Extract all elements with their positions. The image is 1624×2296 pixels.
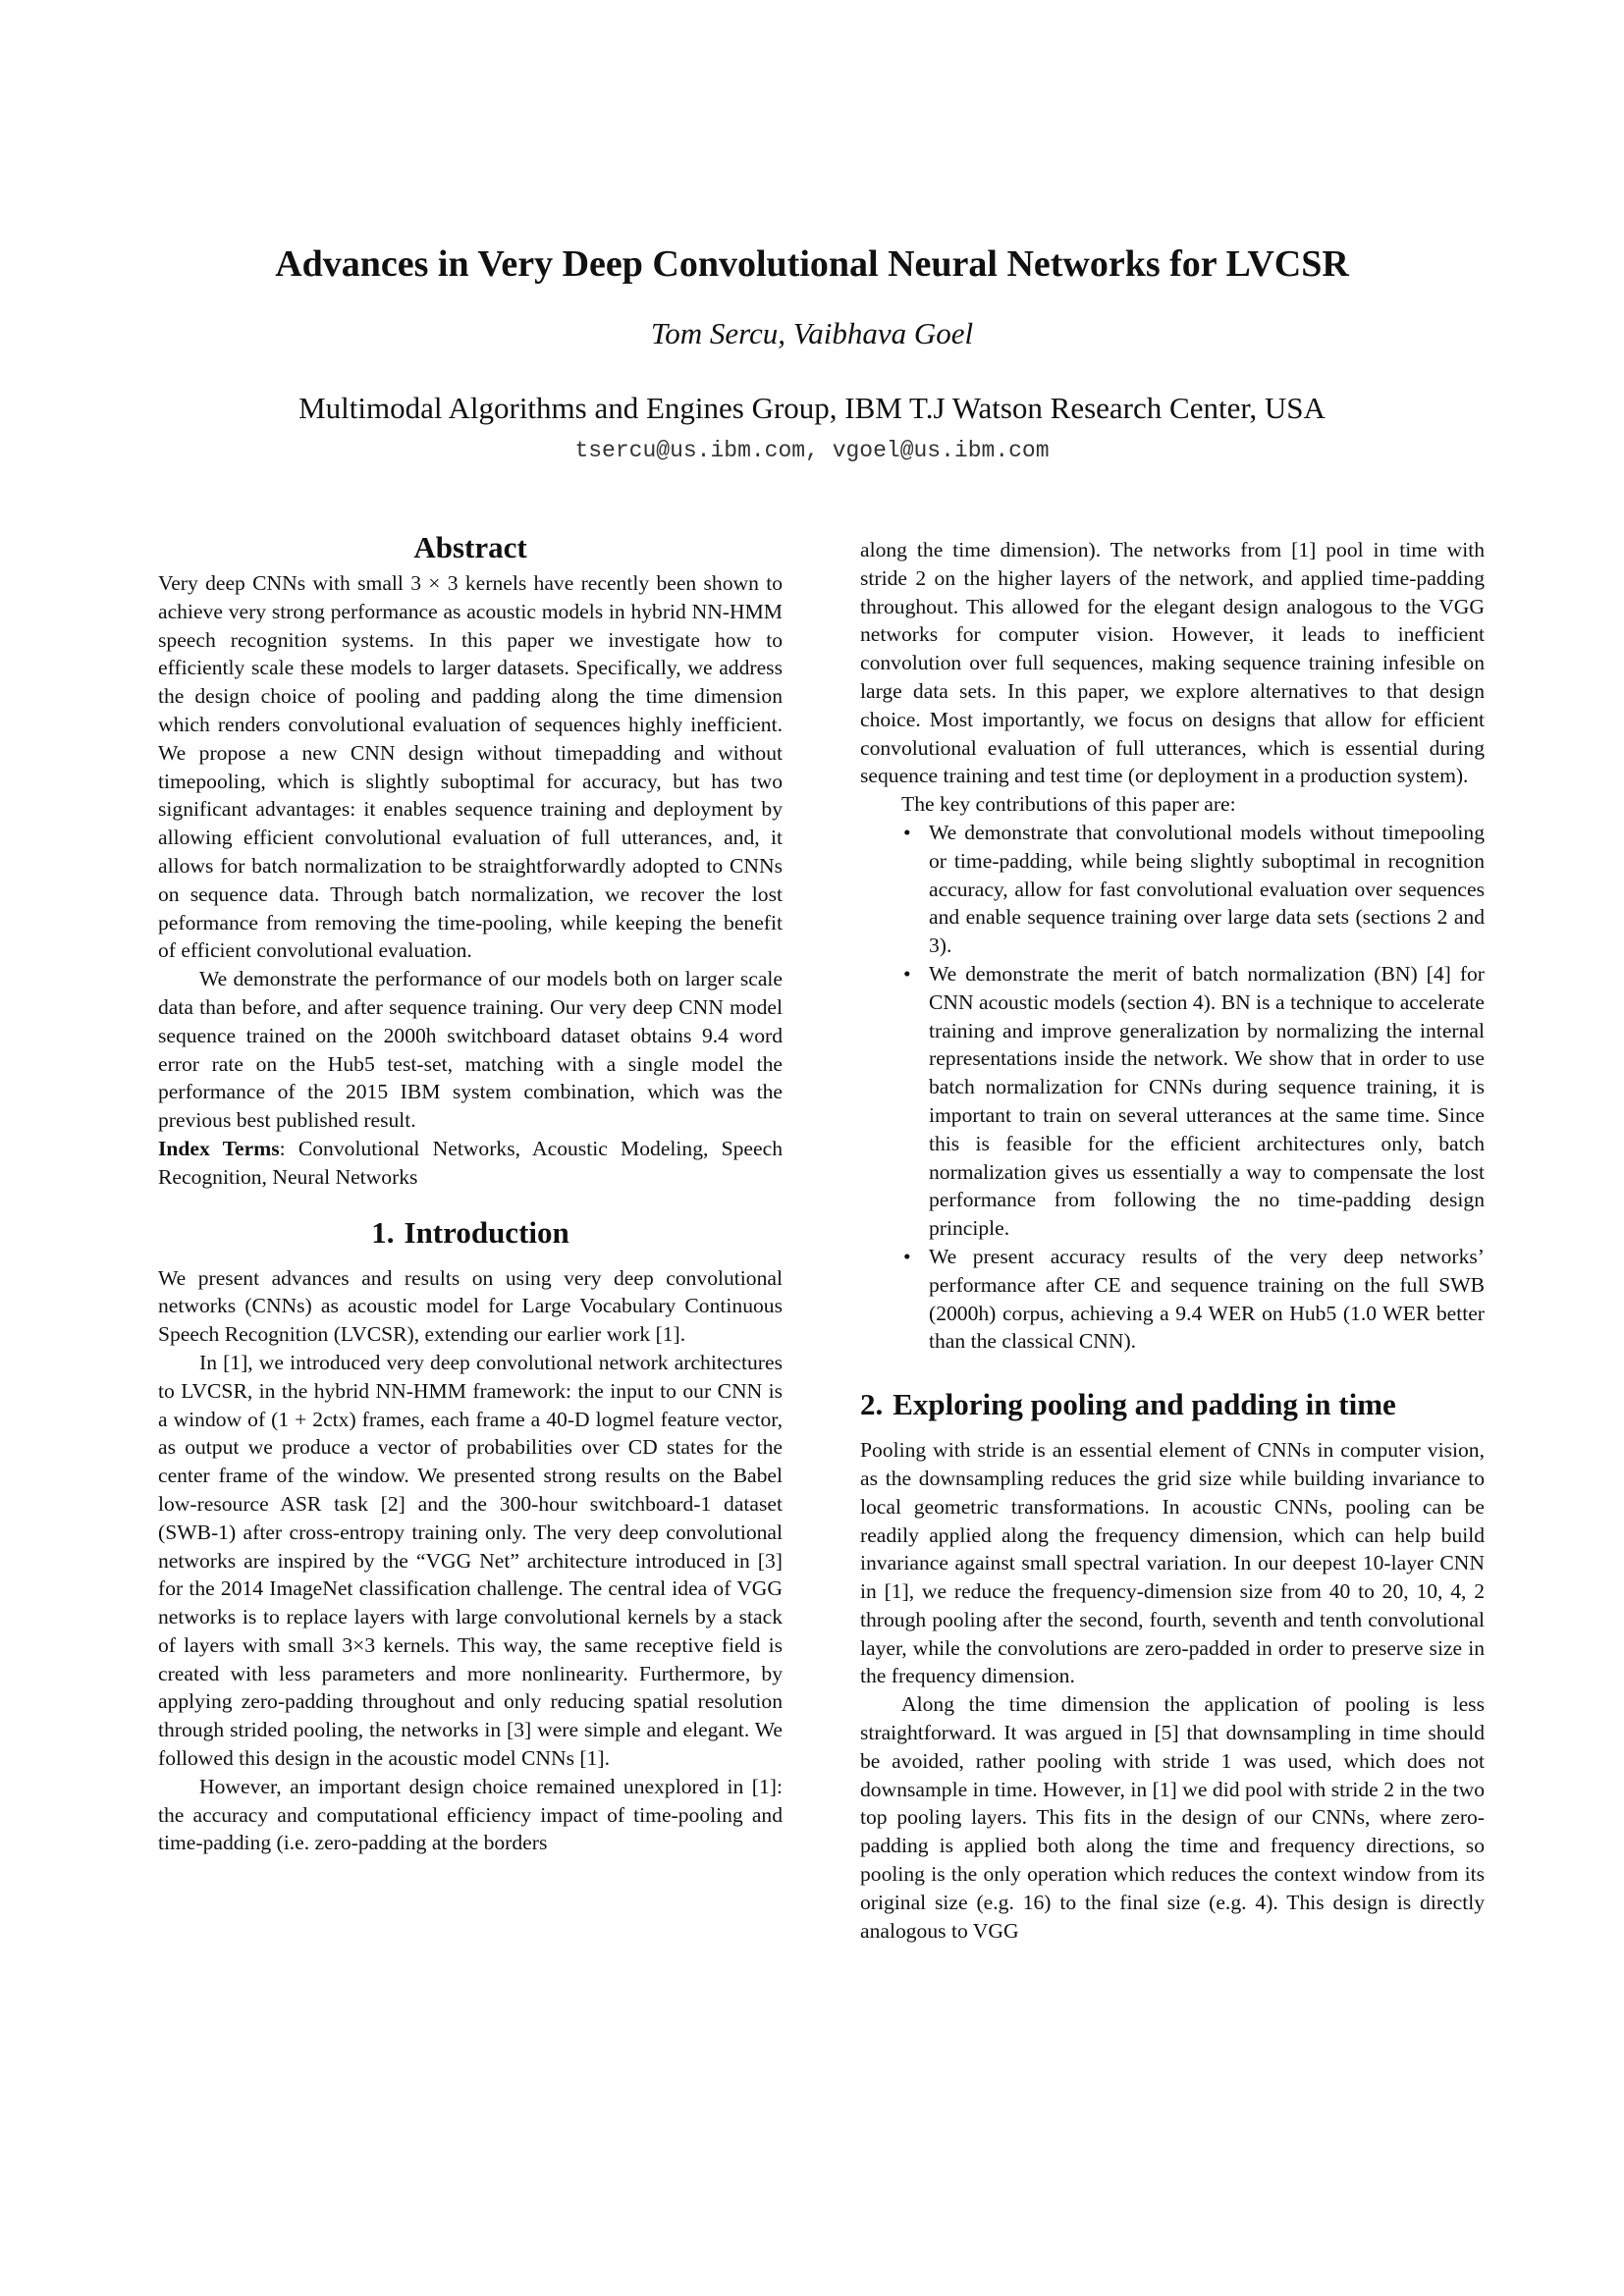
- paper-authors: Tom Sercu, Vaibhava Goel: [650, 316, 974, 350]
- contributions-intro: The key contributions of this paper are:: [901, 792, 1236, 817]
- section-2-number: 2.: [860, 1387, 884, 1422]
- arxiv-stamp: [22, 294, 112, 1728]
- section-1-heading: [158, 1213, 783, 1253]
- abstract-paragraph: We demonstrate the performance of our models both on larger scale data than before, and after sequence training. Our very deep CNN model sequence trained on the 2000h switchboard dataset obtains 9.4 word error rate on the Hub5 test-set, matching with a single model the performance of the 2015 IBM system combination, which was the previous best published result.: [158, 967, 783, 1133]
- paper-affiliation: Multimodal Algorithms and Engines Group, IBM T.J Watson Research Center, USA: [298, 391, 1326, 425]
- right-column: [860, 536, 1485, 1945]
- bullet-icon: •: [903, 1244, 911, 1268]
- index-terms-label: Index Terms: [158, 1136, 280, 1160]
- intro-continuation: along the time dimension). The networks from [1] pool in time with stride 2 on the higher layers of the network, and applied time-padding throughout. This allowed for the elegant design analogous to the VGG networks for computer vision. However, it leads to inefficient convolution over full sequences, making sequence training infesible on large data sets. In this paper, we explore alternatives to that design choice. Most importantly, we focus on designs that allow for efficient convolutional evaluation of full utterances, which is essential during sequence training and test time (or deployment in a production system).: [860, 538, 1485, 788]
- bullet-icon: •: [903, 961, 911, 986]
- list-item: [903, 819, 1485, 960]
- list-item-text: We demonstrate that convolutional models without timepooling or time-padding, while being slightly suboptimal in recognition accuracy, allow for fast convolutional evaluation over sequences and enable sequence training over large data sets (sections 2 and 3).: [929, 820, 1485, 958]
- contributions-list: [860, 819, 1485, 1356]
- intro-paragraph: However, an important design choice remained unexplored in [1]: the accuracy and computational efficiency impact of time-pooling and time-padding (i.e. zero-padding at the borders: [158, 1774, 783, 1855]
- index-terms: [158, 1135, 783, 1192]
- intro-paragraph: In [1], we introduced very deep convolutional network architectures to LVCSR, in the hybrid NN-HMM framework: the input to our CNN is a window of (1 + 2ctx) frames, each frame a 40-D logmel feature vector, as output we produce a vector of probabilities over CD states for the center frame of the window. We presented strong results on the Babel low-resource ASR task [2] and the 300-hour switchboard-1 dataset (SWB-1) after cross-entropy training only. The very deep convolutional networks are inspired by the “VGG Net” architecture introduced in [3] for the 2014 ImageNet classification challenge. The central idea of VGG networks is to replace layers with large convolutional kernels by a stack of layers with small 3×3 kernels. This way, the same receptive field is created with less parameters and more nonlinearity. Furthermore, by applying zero-padding throughout and only reducing spatial resolution through strided pooling, the networks in [3] were simple and elegant. We followed this design in the acoustic model CNNs [1].: [158, 1350, 783, 1771]
- section-2-heading: [860, 1385, 1485, 1424]
- abstract-paragraph: Very deep CNNs with small 3 × 3 kernels have recently been shown to achieve very strong performance as acoustic models in hybrid NN-HMM speech recognition systems. In this paper we investigate how to efficiently scale these models to larger datasets. Specifically, we address the design choice of pooling and padding along the time dimension which renders convolutional evaluation of sequences highly inefficient. We propose a new CNN design without timepadding and without timepooling, which is slightly suboptimal for accuracy, but has two significant advantages: it enables sequence training and deployment by allowing efficient convolutional evaluation of full utterances, and, it allows for batch normalization to be straightforwardly adopted to CNNs on sequence data. Through batch normalization, we recover the lost peformance from removing the time-pooling, while keeping the benefit of efficient convolutional evaluation.: [158, 571, 783, 963]
- section-2-paragraph: Pooling with stride is an essential element of CNNs in computer vision, as the downsampling reduces the grid size while building invariance to local geometric transformations. In acoustic CNNs, pooling can be readily applied along the frequency dimension, which can help build invariance against small spectral variation. In our deepest 10-layer CNN in [1], we reduce the frequency-dimension size from 40 to 20, 10, 4, 2 through pooling after the second, fourth, seventh and tenth convolutional layer, while the convolutions are zero-padded in order to preserve size in the frequency dimension.: [860, 1438, 1485, 1688]
- section-1-number: 1.: [371, 1214, 395, 1250]
- section-2-paragraph: Along the time dimension the application of pooling is less straightforward. It was argued in [5] that downsampling in time should be avoided, rather pooling with stride 1 was used, which does not downsample in time. However, in [1] we did pool with stride 2 in the two top pooling layers. This fits in the design of our CNNs, where zero-padding is applied both along the time and frequency directions, so pooling is the only operation which reduces the context window from its original size (e.g. 16) to the final size (e.g. 4). This design is directly analogous to VGG: [860, 1692, 1485, 1943]
- list-item: [903, 960, 1485, 1243]
- index-terms-text: : Convolutional Networks, Acoustic Modeling, Speech Recognition, Neural Networks: [158, 1136, 783, 1189]
- list-item-text: We present accuracy results of the very deep networks’ performance after CE and sequence training on the full SWB (2000h) corpus, achieving a 9.4 WER on Hub5 (1.0 WER better than the classical CNN).: [929, 1244, 1485, 1354]
- section-1-title: Introduction: [404, 1214, 569, 1250]
- list-item-text: We demonstrate the merit of batch normalization (BN) [4] for CNN acoustic models (section 4). BN is a technique to accelerate training and improve generalization by normalizing the internal representations inside the network. We show that in order to use batch normalization for CNNs during sequence training, it is important to train on several utterances at the same time. Since this is feasible for the efficient architectures only, batch normalization gives us essentially a way to compensate the lost performance from following the no time-padding design principle.: [929, 961, 1485, 1241]
- paper-emails: tsercu@us.ibm.com, vgoel@us.ibm.com: [574, 438, 1050, 463]
- abstract-heading: Abstract: [413, 530, 527, 564]
- section-2-title: Exploring pooling and padding in time: [893, 1387, 1396, 1422]
- left-column: [158, 528, 783, 1857]
- paper-title: Advances in Very Deep Convolutional Neural Networks for LVCSR: [275, 243, 1349, 285]
- intro-paragraph: We present advances and results on using very deep convolutional networks (CNNs) as acoustic model for Large Vocabulary Continuous Speech Recognition (LVCSR), extending our earlier work [1].: [158, 1265, 783, 1347]
- list-item: [903, 1243, 1485, 1356]
- bullet-icon: •: [903, 820, 911, 844]
